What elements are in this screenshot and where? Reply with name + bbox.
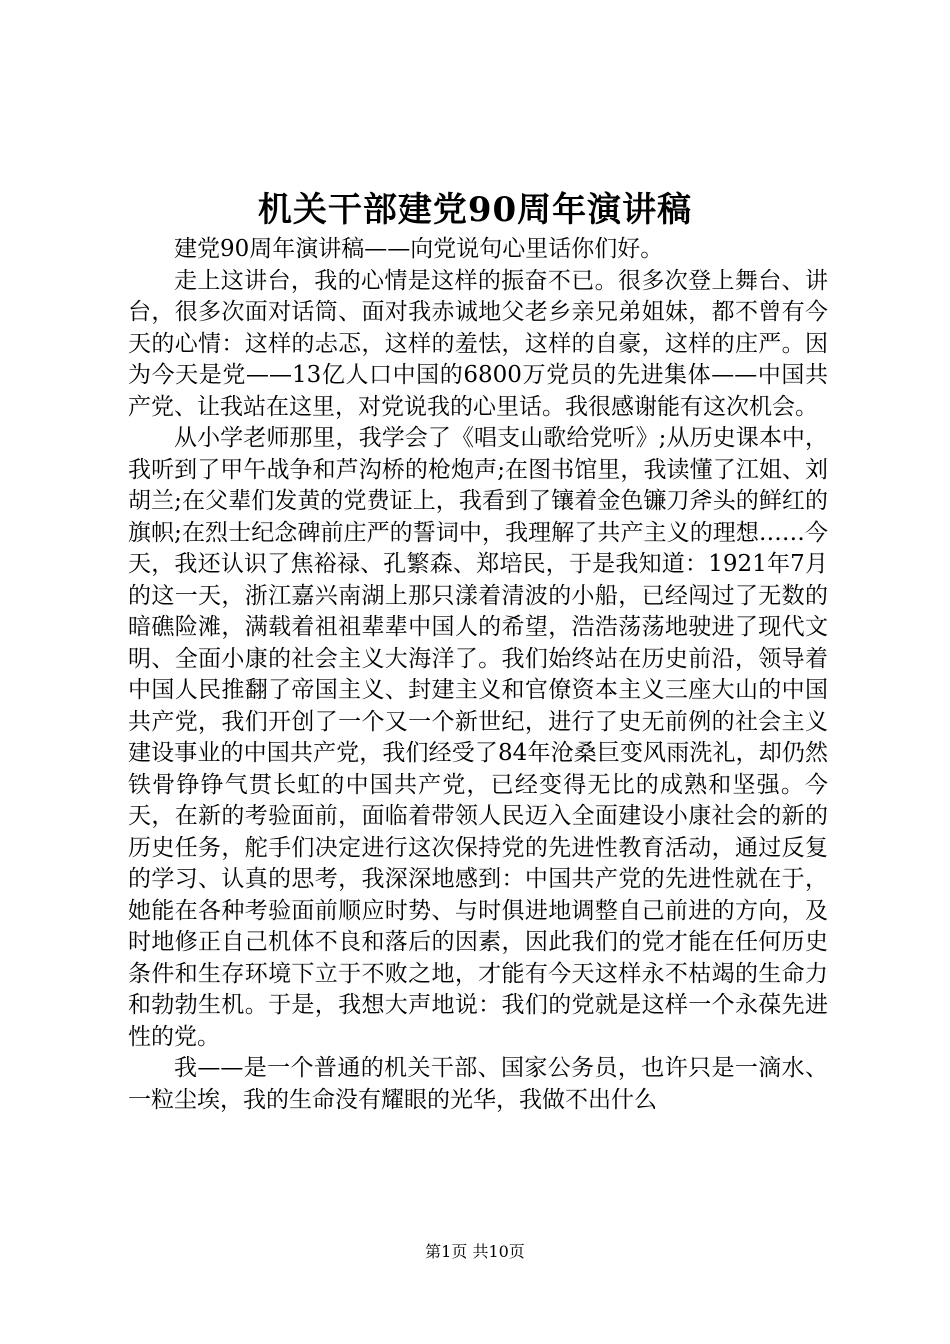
paragraph-3: 从小学老师那里，我学会了《唱支山歌给党听》;从历史课本中，我听到了甲午战争和芦沟桥的枪炮声;在图书馆里，我读懂了江姐、刘胡兰;在父辈们发黄的党费证上，我看到了镶着金色镰刀斧头的鲜红的旗帜;在烈士纪念碑前庄严的誓词中，我理解了共产主义的理想……今天，我还认识了焦裕禄、孔繁森、郑培民，于是我知道：1921年7月的这一天，浙江嘉兴南湖上那只漾着清波的小船，已经闯过了无数的暗礁险滩，满载着祖祖辈辈中国人的希望，浩浩荡荡地驶进了现代文明、全面小康的社会主义大海洋了。我们始终站在历史前沿，领导着中国人民推翻了帝国主义、封建主义和官僚资本主义三座大山的中国共产党，我们开创了一个又一个新世纪，进行了史无前例的社会主义建设事业的中国共产党，我们经受了84年沧桑巨变风雨洗礼，却仍然铁骨铮铮气贯长虹的中国共产党，已经变得无比的成熟和坚强。今天，在新的考验面前，面临着带领人民迈入全面建设小康社会的新的历史任务，舵手们决定进行这次保持党的先进性教育活动，通过反复的学习、认真的思考，我深深地感到：中国共产党的先进性就在于，她能在各种考验面前顺应时势、与时俱进地调整自己前进的方向，及时地修正自己机体不良和落后的因素，因此我们的党才能在任何历史条件和生存环境下立于不败之地，才能有今天这样永不枯竭的生命力和勃勃生机。于是，我想大声地说：我们的党就是这样一个永葆先进性的党。 (128, 425, 828, 1050)
paragraph-4: 我——是一个普通的机关干部、国家公务员，也许只是一滴水、一粒尘埃，我的生命没有耀眼的光华，我做不出什么 (128, 1055, 828, 1113)
document-title: 机关干部建党90周年演讲稿 (257, 190, 693, 230)
paragraph-2: 走上这讲台，我的心情是这样的振奋不已。很多次登上舞台、讲台，很多次面对话筒、面对我赤诚地父老乡亲兄弟姐妹，都不曾有今天的心情：这样的忐忑，这样的羞怯，这样的自豪，这样的庄严。因为今天是党——13亿人口中国的6800万党员的先进集体——中国共产党、让我站在这里，对党说我的心里话。我很感谢能有这次机会。 (128, 267, 828, 420)
page-number-footer: 第1页 共10页 (425, 1242, 525, 1261)
document-body (128, 234, 828, 1116)
paragraph-1: 建党90周年演讲稿——向党说句心里话你们好。 (174, 236, 664, 262)
